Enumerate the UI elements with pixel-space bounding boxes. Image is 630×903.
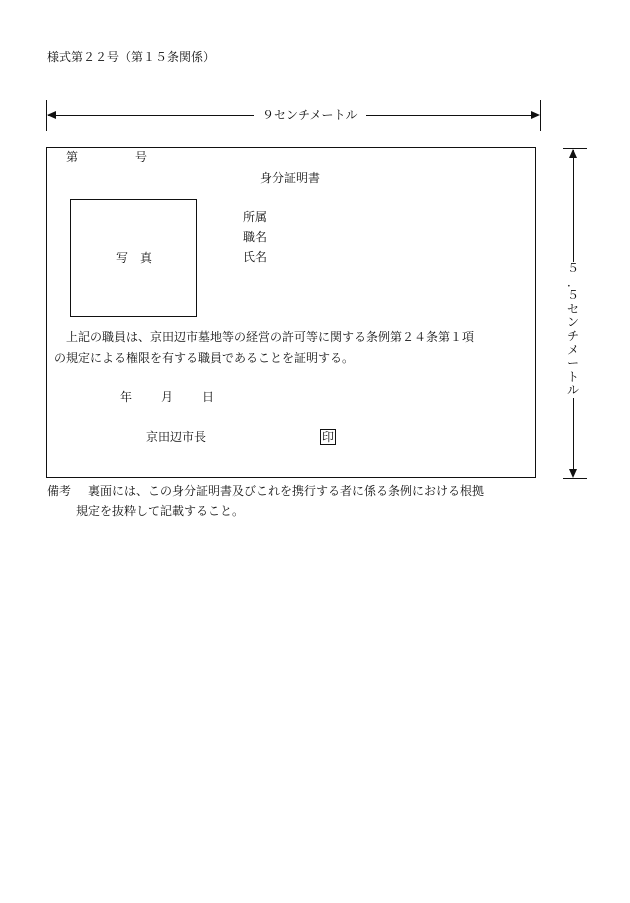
card-number-prefix: 第 (66, 150, 79, 164)
arrow-up-icon (569, 149, 577, 158)
date-month: 月 (161, 390, 174, 404)
issuer: 京田辺市長 (146, 430, 207, 444)
card-title: 身分証明書 (260, 171, 321, 185)
form-number: 様式第２２号（第１５条関係） (47, 50, 216, 64)
arrow-right-icon (531, 111, 540, 119)
seal-mark (320, 430, 336, 445)
arrow-left-icon (47, 111, 56, 119)
date-year: 年 (120, 390, 133, 404)
seal-text: 印 (322, 430, 335, 444)
statement-line-1: 上記の職員は、京田辺市墓地等の経営の許可等に関する条例第２４条第１項 (66, 330, 475, 344)
note-label: 備考 (47, 484, 72, 498)
width-tick-right (540, 100, 541, 131)
note-line-2: 規定を抜粋して記載すること。 (76, 504, 245, 518)
field-name: 氏名 (243, 250, 268, 264)
card-number-suffix: 号 (135, 150, 148, 164)
arrow-down-icon (569, 469, 577, 478)
field-position: 職名 (243, 230, 268, 244)
height-label: ５ ． ５ セ ン チ メ ー ト ル (566, 261, 579, 398)
note-line-1: 裏面には、この身分証明書及びこれを携行する者に係る条例における根拠 (88, 484, 485, 498)
field-affiliation: 所属 (243, 210, 268, 224)
width-label: ９センチメートル (254, 108, 366, 123)
height-tick-bottom (563, 478, 587, 479)
photo-label: 写 真 (116, 251, 153, 265)
date-day: 日 (202, 390, 215, 404)
statement-line-2: の規定による権限を有する職員であることを証明する。 (54, 351, 355, 365)
